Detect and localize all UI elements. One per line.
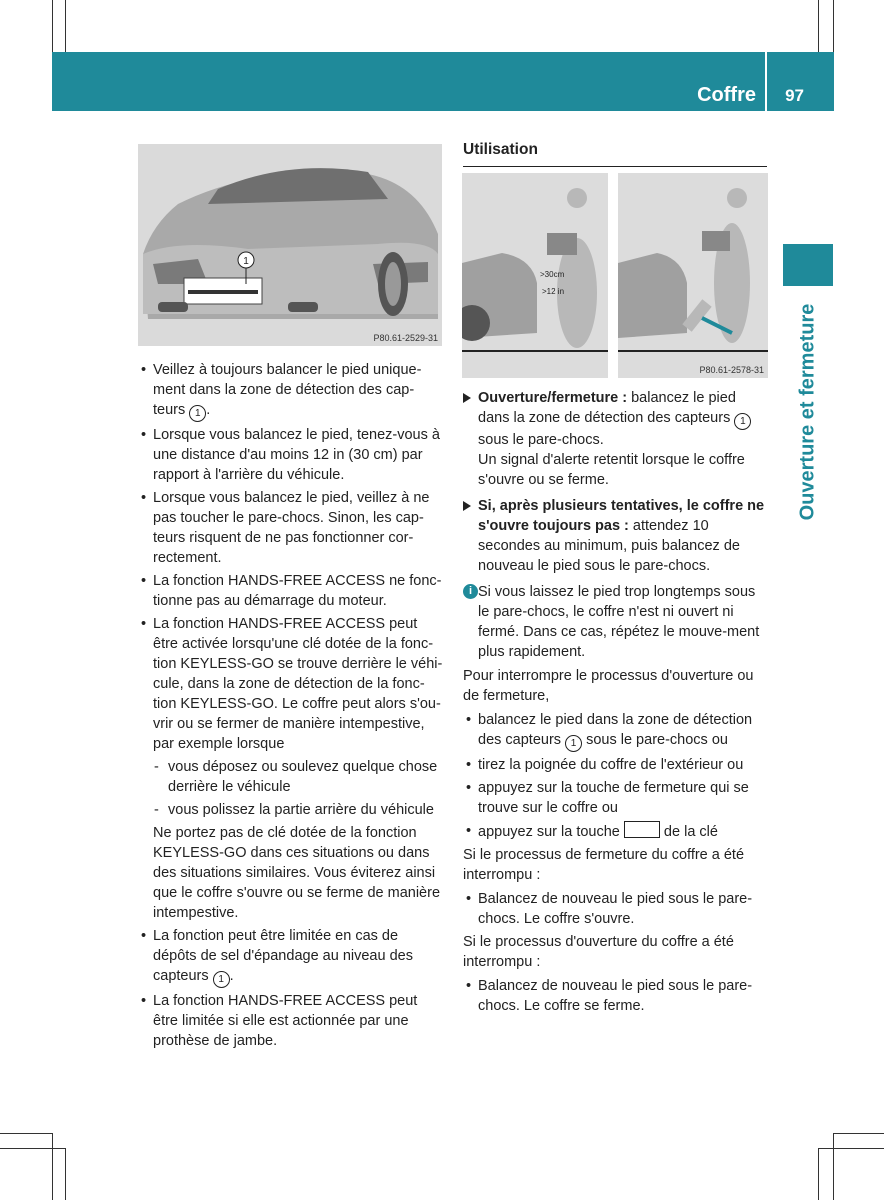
sub-list-item: - vous polissez la partie arrière du véhicule [138,800,444,820]
crop-mark [0,1133,52,1134]
arrow-icon [463,393,471,403]
list-item: • appuyez sur la touche de fermeture qui se trouve sur le coffre ou [463,778,769,818]
usage-illustration [462,173,768,378]
figure-code: P80.61-2529-31 [373,333,438,343]
crop-mark [833,1133,834,1200]
instruction-step: Si, après plusieurs tentatives, le coffre ne s'ouvre toujours pas : attendez 10 secondes au minimum, puis balancez de nouveau le pied sous le pare-chocs. [463,496,769,576]
list-item: • La fonction HANDS-FREE ACCESS peut être limitée si elle est actionnée par une prothèse de jambe. [138,991,444,1051]
paragraph: Si le processus de fermeture du coffre a été interrompu : [463,847,745,883]
car-rear-illustration [138,144,442,346]
list-item: • Veillez à toujours balancer le pied unique- ment dans la zone de détection des cap- teurs 1 . [138,360,444,422]
list-item: • tirez la poignée du coffre de l'extérieur ou [463,755,769,775]
list-item: • Lorsque vous balancez le pied, veillez à ne pas toucher le pare-chocs. Sinon, les cap-teurs risquent de ne pas fonctionner cor-rectement. [138,488,444,568]
list-item: • La fonction peut être limitée en cas de dépôts de sel d'épandage au niveau des capteurs 1 . [138,926,444,988]
arrow-icon [463,501,471,511]
callout-ref: 1 [565,735,582,752]
list-item: • La fonction HANDS-FREE ACCESS peut être activée lorsqu'une clé dotée de la fonc-tion KEYLESS-GO se trouve derrière le véhi-cule, dans la zone de détection de la fonc-tion KEYLESS-GO. Le coffre peut alors s'ou-vrir ou se fermer de manière intempestive, par exemple lorsque [138,614,444,754]
callout-ref: 1 [734,413,751,430]
distance-label: >30cm [540,270,565,279]
left-column [138,360,444,1054]
info-icon: i [463,584,478,599]
chapter-label: Ouverture et fermeture [796,303,819,521]
crop-mark [818,1148,884,1149]
crop-mark [833,1133,884,1134]
list-item: • Balancez de nouveau le pied sous le pare-chocs. Le coffre se ferme. [463,976,769,1016]
callout-ref: 1 [189,405,206,422]
sub-list-item: - vous déposez ou soulevez quelque chose derrière le véhicule [138,757,444,797]
section-heading: Utilisation [463,141,767,167]
chapter-tab [783,244,833,286]
paragraph: Pour interrompre le processus d'ouverture ou de fermeture, [463,668,754,704]
usage-figure [462,173,768,378]
crop-mark [0,1148,65,1149]
info-note: i Si vous laissez le pied trop longtemps sous le pare-chocs, le coffre n'est ni ouvert ni fermé. Dans ce cas, répétez le mouve-ment plus rapidement. [463,582,769,662]
crop-mark [818,0,819,52]
car-rear-figure [138,144,442,346]
list-item: • La fonction HANDS-FREE ACCESS ne fonc-tionne pas au démarrage du moteur. [138,571,444,611]
header-divider [765,52,767,111]
crop-mark [52,0,53,52]
list-item: • Balancez de nouveau le pied sous le pare-chocs. Le coffre s'ouvre. [463,889,769,929]
crop-mark [818,1148,819,1200]
crop-mark [833,0,834,52]
paragraph: Ne portez pas de clé dotée de la fonction KEYLESS-GO dans ces situations ou dans des situations similaires. Vous éviterez ainsi que le coffre s'ouvre ou se ferme de manière intempestive. [153,825,441,921]
list-item: • balancez le pied dans la zone de détection des capteurs 1 sous le pare-chocs ou [463,710,769,752]
distance-label: >12 in [542,287,565,296]
trunk-key-icon [624,821,660,838]
list-item: • Lorsque vous balancez le pied, tenez-vous à une distance d'au moins 12 in (30 cm) par rapport à l'arrière du véhicule. [138,425,444,485]
section-title: Coffre [697,84,756,106]
page-number: 97 [785,86,804,105]
instruction-step: Ouverture/fermeture : balancez le pied dans la zone de détection des capteurs 1 sous le pare-chocs. Un signal d'alerte retentit lorsque le coffre s'ouvre ou se ferme. [463,388,769,490]
paragraph: Si le processus d'ouverture du coffre a été interrompu : [463,934,734,970]
callout-number: 1 [243,256,249,267]
crop-mark [65,1148,66,1200]
crop-mark [52,1133,53,1200]
crop-mark [65,0,66,52]
page-header [52,52,834,111]
figure-code: P80.61-2578-31 [699,365,764,375]
right-column [463,388,769,1019]
callout-ref: 1 [213,971,230,988]
list-item: • appuyez sur la touche de la clé [463,821,769,842]
